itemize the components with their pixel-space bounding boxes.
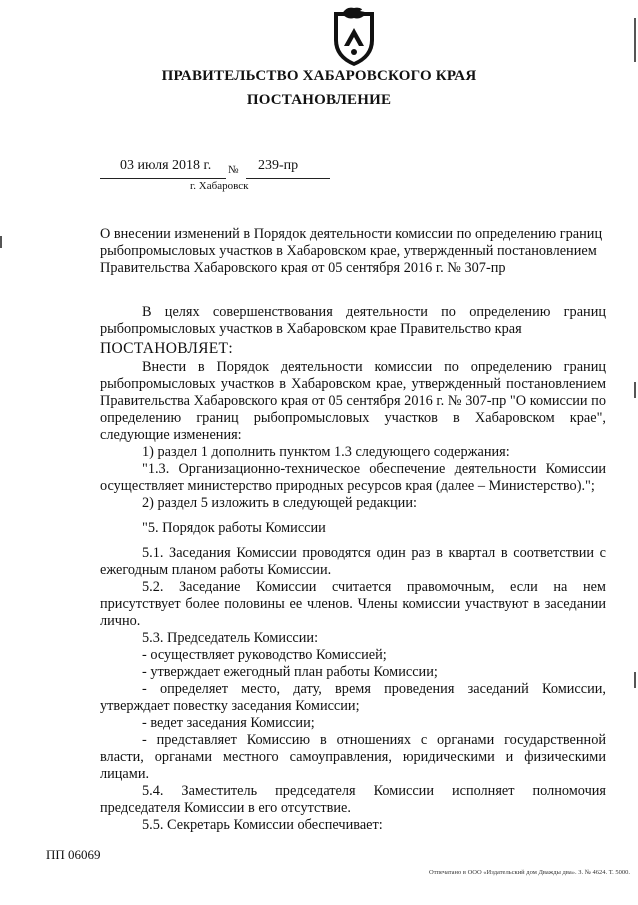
list-item: - определяет место, дату, время проведения заседаний Комиссии, утверждает повестку заседания Комиссии;: [100, 681, 606, 714]
document-type-title: ПОСТАНОВЛЕНИЕ: [246, 92, 392, 108]
body-paragraph: 2) раздел 5 изложить в следующей редакции:: [142, 495, 417, 511]
body-paragraph: 5.5. Секретарь Комиссии обеспечивает:: [142, 817, 383, 833]
date-underline: [100, 178, 226, 179]
document-subject: О внесении изменений в Порядок деятельности комиссии по определению границ рыбопромысловых участков в Хабаровском крае, утвержденный постановлением Правительства Хабаровского края от 05 сентября 2016 г. № 307-пр: [100, 226, 603, 276]
binding-mark-right-1: [634, 18, 636, 62]
coat-of-arms-emblem: [330, 6, 378, 68]
document-date: 03 июля 2018 г.: [120, 158, 212, 173]
binding-mark-right-3: [634, 672, 636, 688]
footer-document-code: ПП 06069: [46, 847, 101, 862]
body-paragraph: 5.3. Председатель Комиссии:: [142, 630, 319, 646]
number-sign: №: [228, 164, 239, 176]
body-paragraph: 1) раздел 1 дополнить пунктом 1.3 следующего содержания:: [142, 444, 510, 460]
number-underline: [246, 178, 330, 179]
printing-imprint: Отпечатано в ООО «Издательский дом Дважды два». З. № 4624. Т. 5000.: [429, 869, 630, 876]
list-item: - осуществляет руководство Комиссией;: [142, 647, 387, 663]
list-item: - утверждает ежегодный план работы Комиссии;: [142, 664, 438, 680]
body-paragraph: Внести в Порядок деятельности комиссии по определению границ рыбопромысловых участков в Хабаровском крае, утвержденный постановлением Правительства Хабаровского края от 05 сентября 2016 г. № 307-пр "О комиссии по определению границ рыбопромысловых участков в Хабаровском крае", следующие изменения:: [100, 359, 606, 443]
government-title: ПРАВИТЕЛЬСТВО ХАБАРОВСКОГО КРАЯ: [161, 68, 477, 84]
section-heading: "5. Порядок работы Комиссии: [142, 520, 326, 536]
preamble-paragraph: В целях совершенствования деятельности по определению границ рыбопромысловых участков в Хабаровском крае Правительство края: [100, 304, 606, 337]
body-paragraph: 5.1. Заседания Комиссии проводятся один раз в квартал в соответствии с ежегодным планом работы Комиссии.: [100, 545, 606, 578]
list-item: - ведет заседания Комиссии;: [142, 715, 315, 731]
document-body: [100, 304, 606, 834]
body-paragraph: 5.4. Заместитель председателя Комиссии исполняет полномочия председателя Комиссии в его отсутствие.: [100, 783, 606, 816]
body-paragraph: 5.2. Заседание Комиссии считается правомочным, если на нем присутствует более половины ее членов. Члены комиссии участвуют в заседании лично.: [100, 579, 606, 629]
date-number-block: [100, 158, 340, 198]
binding-mark-left: [0, 236, 2, 248]
document-city: г. Хабаровск: [190, 180, 249, 192]
body-paragraph: "1.3. Организационно-техническое обеспечение деятельности Комиссии осуществляет министерство природных ресурсов края (далее – Министерство).";: [100, 461, 606, 494]
list-item: - представляет Комиссию в отношениях с органами государственной власти, органами местного самоуправления, юридическими и физическими лицами.: [100, 732, 606, 782]
document-number: 239-пр: [258, 158, 299, 173]
binding-mark-right-2: [634, 382, 636, 398]
decree-word: ПОСТАНОВЛЯЕТ:: [100, 340, 233, 357]
